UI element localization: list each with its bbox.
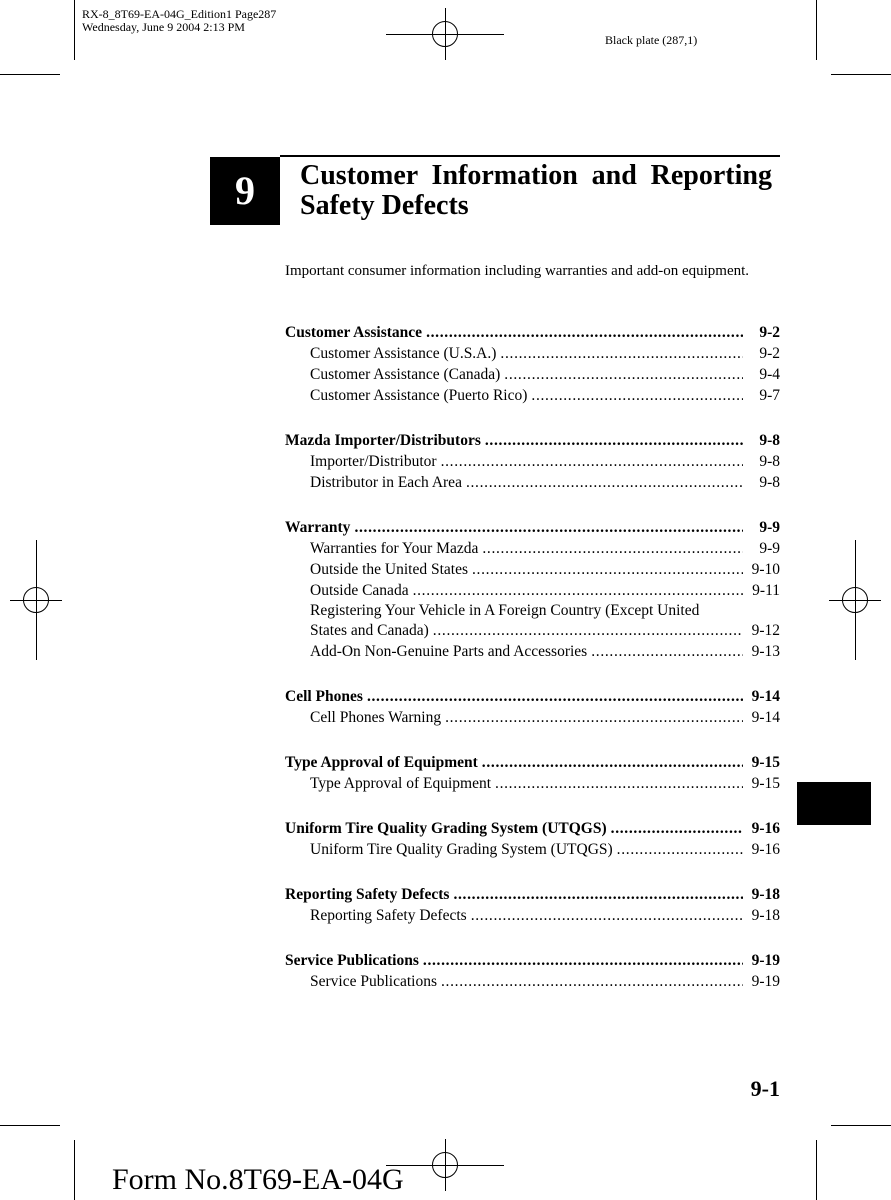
toc-entry[interactable]	[285, 773, 780, 794]
toc-entry-page: 9-19	[751, 973, 780, 990]
title-rule	[280, 155, 780, 157]
crop-mark-top-left-vertical	[74, 0, 75, 60]
toc-section-entry-page: 9-14	[751, 688, 780, 705]
toc-entry-page: 9-11	[752, 582, 780, 599]
toc-section-entry[interactable]	[285, 884, 780, 905]
toc-entry-label: Outside the United States	[310, 561, 468, 578]
toc-entry-label: Registering Your Vehicle in A Foreign Country (Except United	[310, 602, 700, 619]
toc-section-entry-page: 9-2	[759, 324, 780, 341]
dot-leader	[591, 641, 743, 662]
toc-entry[interactable]	[285, 641, 780, 662]
toc-entry-label: Uniform Tire Quality Grading System (UTQGS)	[310, 841, 613, 858]
toc-entry-page: 9-16	[751, 841, 780, 858]
toc-section-entry[interactable]	[285, 818, 780, 839]
dot-leader	[495, 773, 743, 794]
toc-section-entry[interactable]	[285, 752, 780, 773]
toc-section-entry-page: 9-9	[759, 519, 780, 536]
dot-leader	[426, 322, 743, 343]
toc-entry-label: Service Publications	[310, 973, 437, 990]
table-of-contents	[285, 322, 780, 1016]
toc-section-entry[interactable]	[285, 686, 780, 707]
toc-entry[interactable]	[285, 905, 780, 926]
toc-section-entry-page: 9-15	[751, 754, 780, 771]
crop-mark-top-right-horizontal	[831, 74, 891, 75]
toc-entry-page: 9-9	[759, 540, 780, 557]
toc-entry[interactable]	[285, 385, 780, 406]
toc-entry-label: Importer/Distributor	[310, 453, 437, 470]
toc-section-entry-label: Customer Assistance	[285, 324, 423, 341]
registration-mark-top	[386, 8, 504, 60]
toc-section	[285, 517, 780, 662]
toc-entry-page: 9-15	[751, 775, 780, 792]
print-file-line: RX-8_8T69-EA-04G_Edition1 Page287	[82, 7, 277, 21]
toc-entry[interactable]	[285, 364, 780, 385]
dot-leader	[485, 430, 743, 451]
dot-leader	[500, 343, 743, 364]
crop-mark-bottom-left-vertical	[74, 1140, 75, 1200]
toc-section-entry-page: 9-16	[751, 820, 780, 837]
toc-section-entry[interactable]	[285, 430, 780, 451]
toc-entry[interactable]	[285, 971, 780, 992]
toc-section-entry[interactable]	[285, 950, 780, 971]
registration-mark-left	[10, 540, 62, 660]
toc-entry-label: Warranties for Your Mazda	[310, 540, 479, 557]
dot-leader	[482, 538, 743, 559]
toc-section-entry[interactable]	[285, 322, 780, 343]
print-plate-label: Black plate (287,1)	[605, 33, 698, 47]
form-number: Form No.8T69-EA-04G	[112, 1163, 404, 1196]
toc-section	[285, 686, 780, 728]
toc-entry[interactable]	[285, 343, 780, 364]
toc-section-entry-label: Uniform Tire Quality Grading System (UTQGS)	[285, 820, 607, 837]
crop-mark-top-left-horizontal	[0, 74, 60, 75]
chapter-side-tab	[797, 782, 871, 825]
toc-entry-label: Customer Assistance (Puerto Rico)	[310, 387, 528, 404]
toc-section	[285, 950, 780, 992]
crop-mark-bottom-right-horizontal	[831, 1125, 891, 1126]
dot-leader	[423, 950, 743, 971]
dot-leader	[617, 839, 743, 860]
dot-leader	[433, 620, 743, 641]
toc-entry-label: Outside Canada	[310, 582, 409, 599]
chapter-title: Customer Information and Reporting Safety Defects	[300, 160, 772, 221]
dot-leader	[471, 905, 743, 926]
toc-section-entry-label: Warranty	[285, 519, 351, 536]
dot-leader	[453, 884, 743, 905]
toc-section	[285, 430, 780, 493]
toc-entry[interactable]	[285, 559, 780, 580]
toc-entry-label: Customer Assistance (Canada)	[310, 366, 501, 383]
dot-leader	[445, 707, 743, 728]
toc-entry-page: 9-8	[759, 453, 780, 470]
toc-entry-page: 9-14	[751, 709, 780, 726]
dot-leader	[354, 517, 743, 538]
registration-mark-right	[829, 540, 881, 660]
toc-entry-label: Reporting Safety Defects	[310, 907, 467, 924]
toc-entry-line	[285, 601, 780, 620]
toc-section-entry-label: Service Publications	[285, 952, 419, 969]
toc-section	[285, 322, 780, 406]
dot-leader	[466, 472, 743, 493]
toc-entry[interactable]	[285, 580, 780, 601]
toc-entry[interactable]	[285, 707, 780, 728]
dot-leader	[441, 451, 743, 472]
dot-leader	[367, 686, 743, 707]
toc-section-entry-label: Type Approval of Equipment	[285, 754, 478, 771]
crop-mark-bottom-right-vertical	[816, 1140, 817, 1200]
dot-leader	[482, 752, 743, 773]
dot-leader	[611, 818, 743, 839]
toc-entry-page: 9-2	[759, 345, 780, 362]
toc-entry[interactable]	[285, 451, 780, 472]
toc-section-entry-page: 9-18	[751, 886, 780, 903]
toc-section	[285, 884, 780, 926]
toc-section	[285, 818, 780, 860]
toc-entry-page: 9-8	[759, 474, 780, 491]
toc-entry-label: Distributor in Each Area	[310, 474, 462, 491]
toc-entry-page: 9-10	[751, 561, 780, 578]
dot-leader	[472, 559, 743, 580]
dot-leader	[413, 580, 743, 601]
toc-section-entry-label: Reporting Safety Defects	[285, 886, 450, 903]
toc-entry-page: 9-13	[751, 643, 780, 660]
toc-entry[interactable]	[285, 538, 780, 559]
toc-entry-label: Type Approval of Equipment	[310, 775, 492, 792]
chapter-number-box: 9	[210, 157, 280, 225]
toc-section-entry-label: Cell Phones	[285, 688, 363, 705]
dot-leader	[504, 364, 743, 385]
toc-entry-label: Add-On Non-Genuine Parts and Accessories	[310, 643, 588, 660]
page-number: 9-1	[750, 1076, 780, 1101]
toc-entry-page: 9-4	[759, 366, 780, 383]
crop-mark-top-right-vertical	[816, 0, 817, 60]
toc-entry-page: 9-18	[751, 907, 780, 924]
toc-section-entry-page: 9-19	[751, 952, 780, 969]
toc-section-entry[interactable]	[285, 517, 780, 538]
dot-leader	[441, 971, 743, 992]
toc-entry[interactable]	[285, 620, 780, 641]
toc-entry-label: Customer Assistance (U.S.A.)	[310, 345, 497, 362]
print-date-line: Wednesday, June 9 2004 2:13 PM	[82, 20, 245, 34]
crop-mark-bottom-left-horizontal	[0, 1125, 60, 1126]
toc-section-entry-page: 9-8	[759, 432, 780, 449]
toc-entry-label: States and Canada)	[310, 622, 429, 639]
registration-mark-bottom	[386, 1139, 504, 1191]
toc-entry-page: 9-7	[759, 387, 780, 404]
toc-entry-page: 9-12	[751, 622, 780, 639]
toc-entry[interactable]	[285, 839, 780, 860]
chapter-intro: Important consumer information including warranties and add-on equipment.	[285, 263, 750, 279]
dot-leader	[531, 385, 743, 406]
toc-section	[285, 752, 780, 794]
toc-section-entry-label: Mazda Importer/Distributors	[285, 432, 481, 449]
toc-entry[interactable]	[285, 472, 780, 493]
toc-entry-label: Cell Phones Warning	[310, 709, 442, 726]
